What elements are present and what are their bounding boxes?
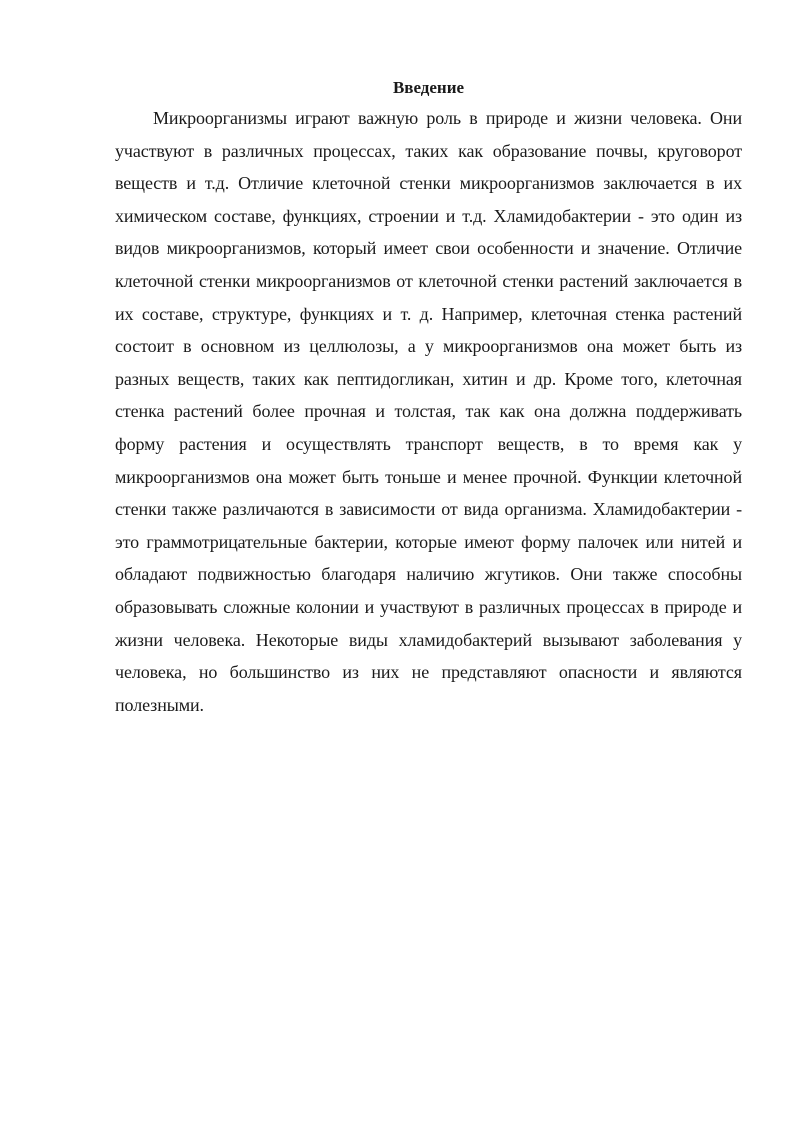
body-paragraph: Микроорганизмы играют важную роль в природе и жизни человека. Они участвуют в различных процессах, таких как образование почвы, круговорот веществ и т.д. Отличие клеточной стенки микроорганизмов заключается в их химическом составе, функциях, строении и т.д. Хламидобактерии - это один из видов микроорганизмов, который имеет свои особенности и значение. Отличие клеточной стенки микроорганизмов от клеточной стенки растений заключается в их составе, структуре, функциях и т. д. Например, клеточная стенка растений состоит в основном из целлюлозы, а у микроорганизмов она может быть из разных веществ, таких как пептидогликан, хитин и др. Кроме того, клеточная стенка растений более прочная и толстая, так как она должна поддерживать форму растения и осуществлять транспорт веществ, в то время как у микроорганизмов она может быть тоньше и менее прочной. Функции клеточной стенки также различаются в зависимости от вида организма. Хламидобактерии - это граммотрицательные бактерии, которые имеют форму палочек или нитей и обладают подвижностью благодаря наличию жгутиков. Они также способны образовывать сложные колонии и участвуют в различных процессах в природе и жизни человека. Некоторые виды хламидобактерий вызывают заболевания у человека, но большинство из них не представляют опасности и являются полезными. xyxy=(115,108,742,715)
document-body xyxy=(115,74,742,721)
section-title: Введение xyxy=(392,78,465,97)
